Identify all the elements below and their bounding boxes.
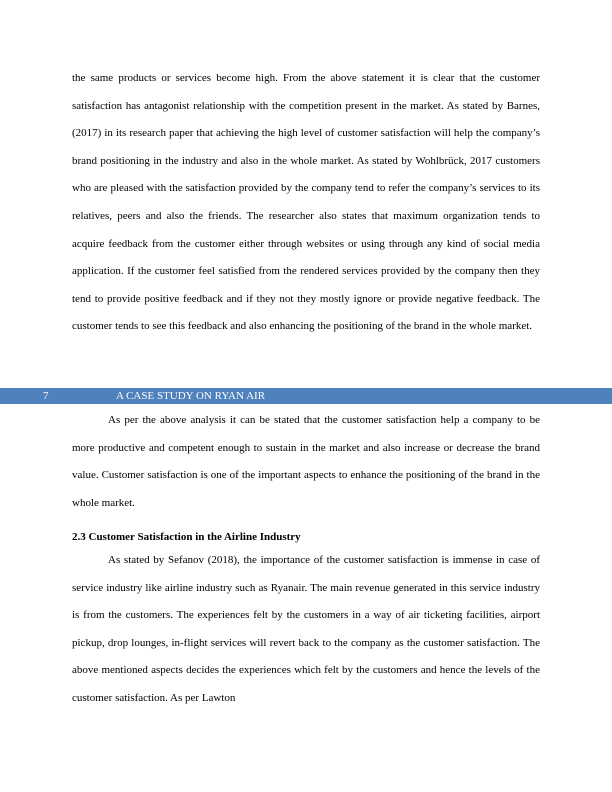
running-header [0, 388, 612, 404]
section-heading: 2.3 Customer Satisfaction in the Airline Industry [72, 531, 301, 543]
body-paragraph-1: the same products or services become high. From the above statement it is clear that the customer satisfaction has antagonist relationship with the competition present in the market. As stated by Barnes, (2017) in its research paper that achieving the high level of customer satisfaction will help the company’s brand positioning in the industry and also in the whole market. As stated by Wohlbrück, 2017 customers who are pleased with the satisfaction provided by the company tend to refer the company’s services to its relatives, peers and also the friends. The researcher also states that maximum organization tends to acquire feedback from the customer either through websites or using through any kind of social media application. If the customer feel satisfied from the rendered services provided by the company then they tend to provide positive feedback and if they not they mostly ignore or provide negative feedback. The customer tends to see this feedback and also enhancing the positioning of the brand in the whole market. [72, 72, 540, 333]
body-paragraph-2: As per the above analysis it can be stated that the customer satisfaction help a company to be more productive and competent enough to sustain in the market and also increase or decrease the brand value. Customer satisfaction is one of the important aspects to enhance the positioning of the brand in the whole market. [72, 414, 540, 509]
body-paragraph-3: As stated by Sefanov (2018), the importance of the customer satisfaction is immense in case of service industry like airline industry such as Ryanair. The main revenue generated in this service industry is from the customers. The experiences felt by the customers in a way of air ticketing facilities, airport pickup, drop lounges, in-flight services will revert back to the company as the customer satisfaction. The above mentioned aspects decides the experiences which felt by the customers and hence the levels of the customer satisfaction. As per Lawton [72, 554, 540, 704]
running-title: A CASE STUDY ON RYAN AIR [116, 390, 266, 402]
page-number: 7 [43, 390, 49, 402]
